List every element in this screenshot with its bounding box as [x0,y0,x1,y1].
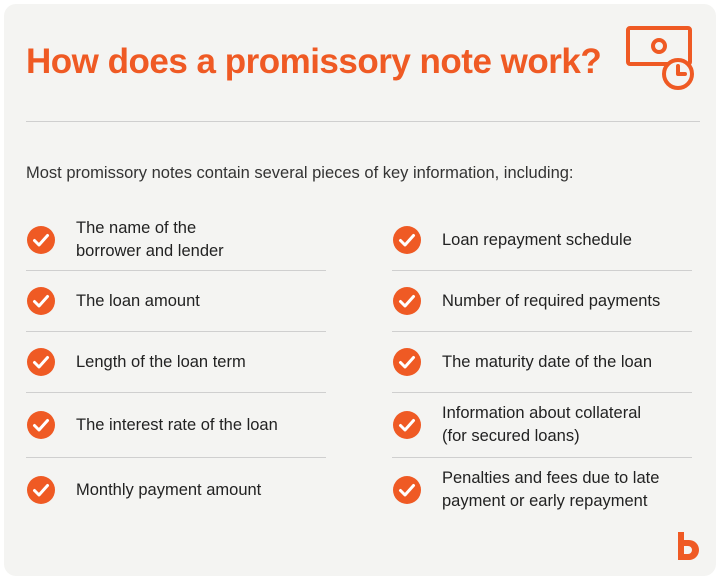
check-circle-icon [26,410,56,440]
list-item [392,393,692,458]
list-item [26,271,326,332]
right-checklist [392,210,692,522]
list-item [392,458,692,522]
check-circle-icon [392,225,422,255]
check-circle-icon [26,225,56,255]
title-divider [26,121,700,122]
item-label: Penalties and fees due to late payment or early repayment [442,469,660,510]
bankrate-b-logo [676,530,700,564]
item-label: The maturity date of the loan [442,352,653,371]
check-circle-icon [26,286,56,316]
list-item [26,458,326,522]
item-label: Length of the loan term [76,352,246,371]
list-item [26,393,326,458]
list-item [392,210,692,271]
item-label: Loan repayment schedule [442,230,632,249]
item-label: Number of required payments [442,291,661,310]
intro-text: Most promissory notes contain several pieces of key information, including: [26,164,574,182]
check-circle-icon [26,475,56,505]
check-circle-icon [392,475,422,505]
list-item [392,332,692,393]
check-circle-icon [392,347,422,377]
item-label: Monthly payment amount [76,480,262,499]
money-clock-icon [622,22,698,98]
check-circle-icon [392,286,422,316]
list-item [26,210,326,271]
item-label: The name of the borrower and lender [76,219,224,260]
left-checklist [26,210,326,522]
item-label: The interest rate of the loan [76,415,278,434]
check-circle-icon [392,410,422,440]
item-label: Information about collateral (for secured loans) [442,404,642,445]
item-label: The loan amount [76,291,200,310]
page-title: How does a promissory note work? [26,42,602,81]
check-circle-icon [26,347,56,377]
list-item [26,332,326,393]
list-item [392,271,692,332]
infographic-card [4,4,716,576]
